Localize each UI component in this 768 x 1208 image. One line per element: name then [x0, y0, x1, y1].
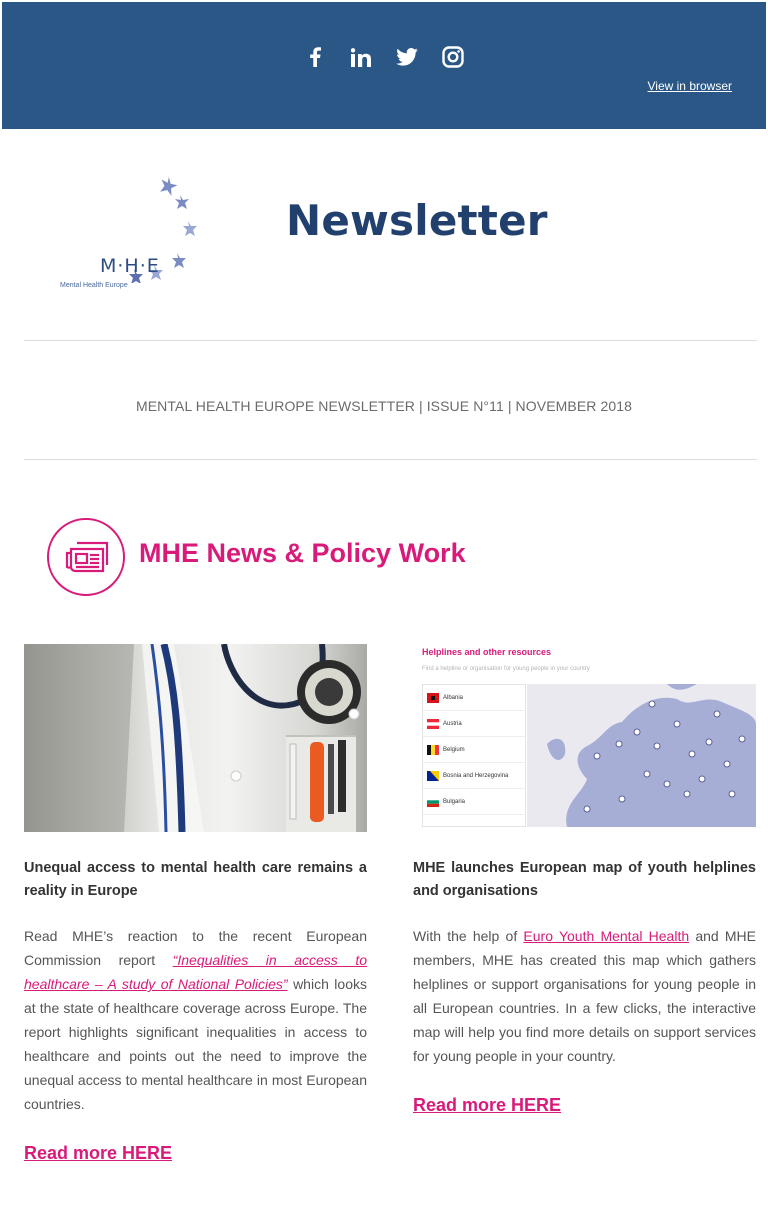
map-country-list	[422, 684, 526, 827]
newspaper-icon	[47, 518, 125, 596]
map-subtitle: Find a helpline or organisation for young people in your country	[422, 666, 590, 672]
list-item	[423, 711, 525, 737]
list-item	[423, 685, 525, 711]
view-in-browser-link[interactable]: View in browser	[647, 79, 732, 93]
read-more-link[interactable]: Read more HERE	[413, 1095, 562, 1115]
section-title: MHE News & Policy Work	[139, 538, 466, 568]
divider-bottom	[24, 459, 757, 460]
list-item	[423, 789, 525, 815]
list-item	[423, 763, 525, 789]
article-title: MHE launches European map of youth helplines and organisations	[413, 860, 756, 899]
mhe-logo[interactable]	[56, 173, 216, 289]
linkedin-icon[interactable]	[349, 45, 373, 69]
article-body	[24, 924, 367, 1116]
article-text: and MHE members, MHE has created this map which gathers helplines or support organisations for young people in all European countries. In a few clicks, the interactive map will help you find more details on support services for young people in your country.	[413, 928, 757, 1064]
country-name: Bulgaria	[443, 798, 466, 805]
issue-line: MENTAL HEALTH EUROPE NEWSLETTER | ISSUE N°11 | NOVEMBER 2018	[135, 398, 633, 414]
logo-wordmark: M·H·E	[100, 255, 160, 277]
country-name: Belgium	[443, 746, 465, 753]
article-text: which looks at the state of healthcare coverage across Europe. The report highlights significant inequalities in access to healthcare and points out the need to improve the unequal access to mental healthcare in most European countries.	[24, 976, 367, 1112]
logo-subtitle: Mental Health Europe	[60, 282, 128, 289]
country-name: Bosnia and Herzegovina	[443, 772, 509, 779]
article-text: With the help of	[413, 928, 524, 944]
europe-map[interactable]	[527, 684, 756, 827]
article-card	[413, 644, 756, 1116]
list-item	[423, 737, 525, 763]
map-title: Helplines and other resources	[422, 647, 552, 657]
helplines-map-image[interactable]	[413, 644, 756, 832]
country-name: Albania	[443, 694, 464, 701]
twitter-icon[interactable]	[395, 45, 419, 69]
facebook-icon[interactable]	[303, 45, 327, 69]
article-text: Read MHE’s reaction to the recent European Commission report	[24, 928, 367, 968]
country-name: Austria	[443, 720, 462, 727]
article-body	[413, 924, 756, 1068]
article-title: Unequal access to mental health care remains a reality in Europe	[24, 860, 367, 899]
report-link[interactable]: “Inequalities in access to healthcare – A study of National Policies”	[24, 952, 367, 992]
social-links	[2, 42, 766, 72]
euro-youth-mental-health-link[interactable]: Euro Youth Mental Health	[523, 928, 690, 944]
divider-top	[24, 340, 757, 341]
newsletter-title: Newsletter	[286, 196, 548, 245]
article-card	[24, 644, 367, 1164]
doctor-stethoscope-image[interactable]	[24, 644, 367, 832]
header-bar	[2, 2, 766, 129]
read-more-link[interactable]: Read more HERE	[24, 1143, 173, 1163]
instagram-icon[interactable]	[441, 45, 465, 69]
